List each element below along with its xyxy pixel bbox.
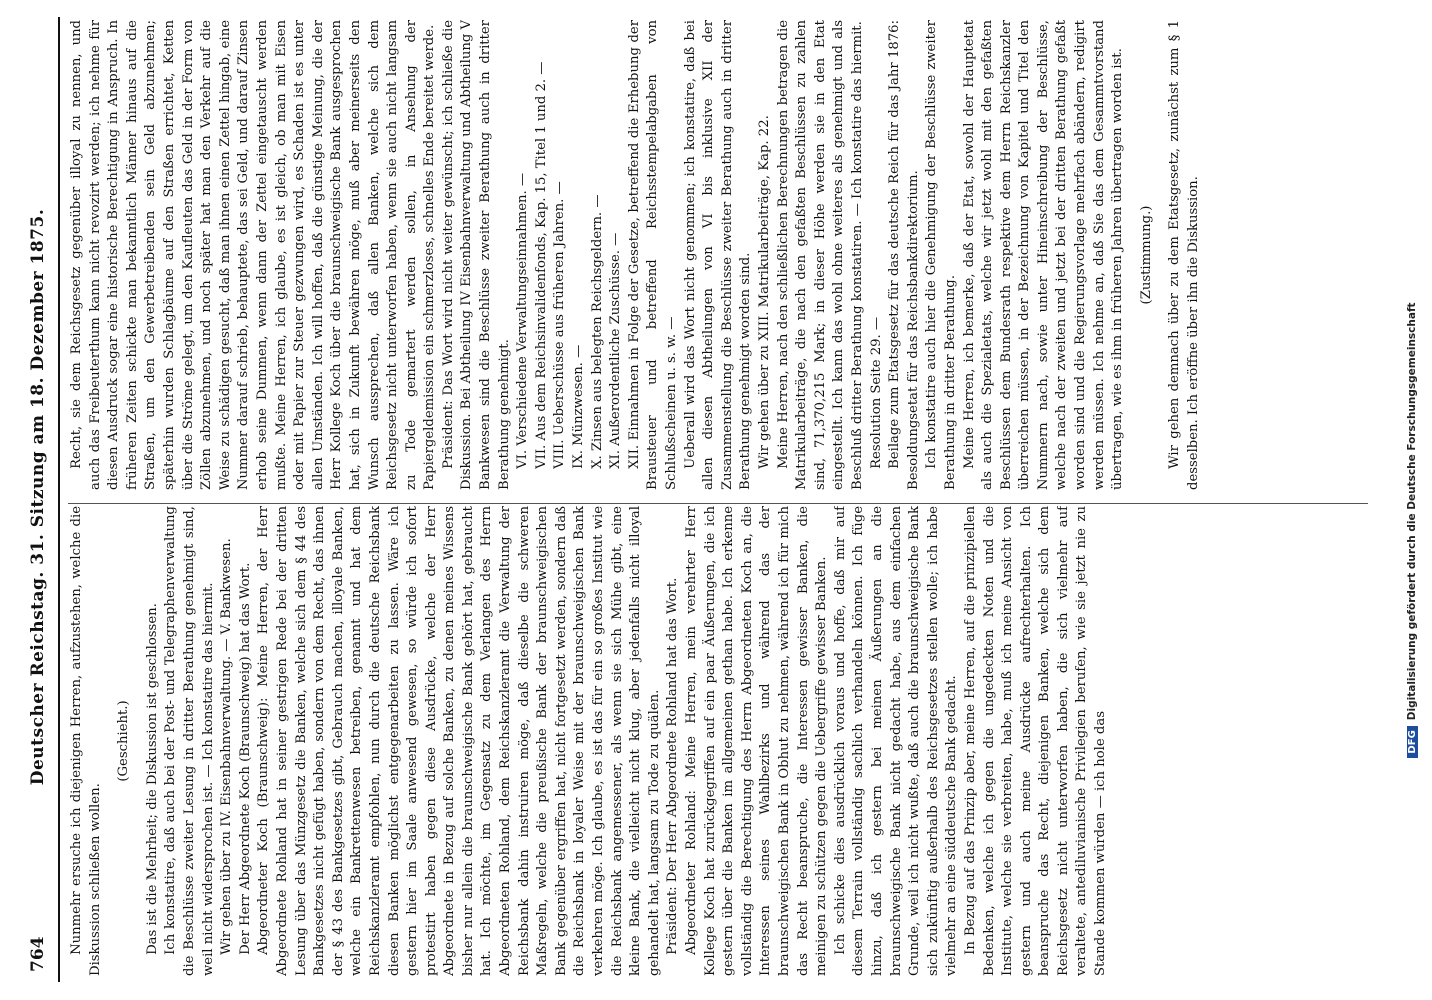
paragraph: VIII. Ueberschüsse aus früheren Jahren. — <box>552 181 568 469</box>
paragraph: Meine Herren, nach den schließlichen Berechnungen betragen die Matrikularbeiträge, die nach den gefaßten Beschlüssen zu zahlen sind, 71,370,215 Mark; in dieser Höhe werden sie in den Etat eingestellt. Ich kann das wohl ohne weiteres als genehmigt und als Beschluß dritter Berathung konstatiren. — Ich konstatire das hiermit. <box>775 20 865 490</box>
paragraph: Wir gehen über zu IV. Eisenbahnverwaltung. — V. Bankwesen. <box>219 538 235 955</box>
paragraph: Recht, sie dem Reichsgesetz gegenüber illoyal zu nennen, und auch das Freibeuterthum kann nicht revozirt werden; ich nehme für diesen Ausdruck sogar eine historische Berechtigung in Anspruch. In früheren Zeiten schickte man bekanntlich Männer hinaus auf die Straßen, um den Gewerbetreibenden sein Geld abzunehmen; späterhin wurden Schlagbäume auf den Straßen errichtet, Ketten über die Ströme gelegt, um den Kaufleuten das Geld in der Form von Zöllen abzunehmen, und noch später hat man den Verkehr auf die Weise zu schädigen gesucht, daß man ihnen einen Zettel hingab, eine Nummer darauf schrieb, behauptete, das sei Geld, und darauf Zinsen erhob seine Dummen, wenn dann der Zettel eingetauscht werden mußte. Meine Herren, ich glaube, es ist gleich, ob man mit Eisen oder mit Papier zur Steuer gezwungen wird, es Schaden ist es unter allen Umständen. Ich will hoffen, daß die günstige Meinung, die der Herr Kollege Koch über die braunschweigische Bank ausgesprochen hat, sich in Zukunft bewähren möge, muß aber meinerseits den Wunsch aussprechen, daß allen Banken, welche sich dem Reichsgesetz nicht unterworfen haben, wenn sie auch nicht langsam zu Tode gemartert werden sollen, in Ansehung der Papiergeldemission ein schmerzloses, schnelles Ende bereitet werde. <box>69 20 438 490</box>
header-rule <box>58 17 60 982</box>
page-title: Deutscher Reichstag. 31. Sitzung am 18. Dezember 1875. <box>28 208 48 786</box>
paragraph: Resolution Seite 29. — <box>868 316 884 469</box>
paragraph: Wir gehen über zu XIII. Matrikularbeiträge, Kap. 22. <box>756 115 772 469</box>
paragraph: Ich schicke dies ausdrücklich voraus und hoffe, daß mir auf diesem Terrain vollständig sachlich verhandeln können. Ich füge hinzu, daß ich gestern bei meinen Äußerungen an die braunschweigische Bank nicht gedacht habe, aus dem einfachen Grunde, weil ich nicht wußte, daß auch die braunschweigische Bank sich zukünftig außerhalb des Reichsgesetzes stellen wolle; ich habe vielmehr an eine süddeutsche Bank gedacht. <box>832 506 960 976</box>
paragraph: Der Herr Abgeordnete Koch (Braunschweig) hat das Wort. <box>237 562 253 955</box>
paragraph: Das ist die Mehrheit; die Diskussion ist geschlossen. <box>144 603 160 955</box>
paragraph: Abgeordneter Rohland: Meine Herren, mein verehrter Herr Kollege Koch hat zurückgegriffen auf ein paar Äußerungen, die ich gestern über die Banken im allgemeinen gethan habe. Ich erkenne vollständig die Berechtigung des Herrn Abgeordneten Koch an, die Interessen seines Wahlbezirks und während das der braunschweigischen Bank in Obhut zu nehmen, während ich für mich das Recht beanspruche, die Interessen gewisser Banken, die meinigen zu schützen gegen die Uebergriffe gewisser Banken. <box>684 506 830 976</box>
paragraph: (Geschieht.) <box>116 700 132 782</box>
dfg-logo: DFG <box>1407 726 1418 757</box>
paragraph: VI. Verschiedene Verwaltungseinnahmen. — <box>515 172 531 469</box>
paragraph: X. Zinsen aus belegten Reichsgeldern. — <box>589 194 605 469</box>
paragraph: VII. Aus dem Reichsinvalidenfonds, Kap. 15, Titel 1 und 2. — <box>533 61 549 469</box>
page-header <box>28 12 54 982</box>
paragraph: Präsident: Das Wort wird nicht weiter gewünscht; ich schließe die Diskussion. Bei Abtheilung IV Eisenbahnverwaltung und Abtheilung V Bankwesen sind die Beschlüsse zweiter Berathung auch in dritter Berathung genehmigt. <box>440 20 512 490</box>
digitization-text: Digitalisierung gefördert durch die Deutsche Forschungsgemeinschaft <box>1406 302 1418 721</box>
paragraph: Ich konstatire, daß auch bei der Post- und Telegraphenverwaltung die Beschlüsse zweiter Lesung in dritter Berathung genehmigt sind, weil nicht widersprochen ist. — Ich konstatire das hiermit. <box>163 506 216 976</box>
paragraph: XII. Einnahmen in Folge der Gesetze, betreffend die Erhebung der Brausteuer und betreffend Reichsstempelabgaben von Schlußscheinen u. s. w. — <box>626 20 679 490</box>
paragraph: Meine Herren, ich bemerke, daß der Etat, sowohl der Hauptetat als auch die Spezialetats, welche wir jetzt wohl mit den gefaßten Beschlüssen dem Bundesrath respektive dem Herrn Reichskanzler überreichen müssen, in der Bezeichnung von Kapitel und Titel den Nummern nach, sowie unter Hineinschreibung der Beschlüsse, welche nach der zweiten und jetzt bei der dritten Berathung gefaßt worden sind und die Regierungsvorlage mehrfach abändern, redigirt werden müssen. Ich nehme an, daß Sie das dem Gesammtvorstand übertragen, wie es ihm in früheren Jahren übertragen worden ist. <box>961 20 1126 490</box>
paragraph: Nunmehr ersuche ich diejenigen Herren, aufzustehen, welche die Diskussion schließen wollen. <box>69 506 103 976</box>
paragraph: In Bezug auf das Prinzip aber, meine Herren, auf die prinzipiellen Bedenken, welche ich gegen die ungedeckten Noten und die Institute, welche sie verbreiten, habe, muß ich meine Ansicht von gestern und auch meine Ausdrücke aufrechterhalten. Ich beanspruche das Recht, diejenigen Banken, welche sich dem Reichsgesetz nicht unterworfen haben, die sich vielmehr auf veraltete, antediluvianische Privilegien berufen, wie sie jetzt nie zu Stande kommen würden — ich hole das <box>962 506 1109 976</box>
left-column <box>68 506 1378 976</box>
paragraph: Abgeordneter Koch (Braunschweig): Meine Herren, der Herr Abgeordnete Rohland hat in seiner gestrigen Rede bei der dritten Lesung über das Münzgesetz die Banken, welche sich dem § 44 des Bankgesetzes nicht gefügt haben, sondern von dem Recht, das ihnen der § 43 des Bankgesetzes gibt, Gebrauch machen, illoyale Banken, welche ein Bankrettenwesen betreiben, genannt und hat dem Reichskanzleramt empfohlen, nun durch die deutsche Reichsbank diesen Banken möglichst entgegenarbeiten zu lassen. Wäre ich gestern hier im Saale anwesend gewesen, so würde ich sofort protestirt haben gegen diese Ausdrücke, welche der Herr Abgeordnete in Bezug auf solche Banken, zu denen meines Wissens bisher nur allein die braunschweigische Bank gehört hat, gebraucht hat. Ich möchte, im Gegensatz zu dem Verlangen des Herrn Abgeordneten Rohland, dem Reichskanzleramt die Verwaltung der Reichsbank dahin instruiren möge, daß dieselbe die schweren Maßregeln, welche die preußische Bank der braunschweigischen Bank gegenüber ergriffen hat, nicht fortgesetzt werden, sondern daß die Reichsbank in loyaler Weise mit der braunschweigischen Bank verkehren möge. Ich glaube, es ist das für ein so großes Institut wie die Reichsbank angemessener, als wenn sie sich Mühe gibt, eine kleine Bank, die vielleicht nicht klug, aber jedenfalls nicht illoyal gehandelt hat, langsam zu Tode zu quälen. <box>256 506 662 976</box>
paragraph: Wir gehen demnach über zu dem Etatsgesetz, zunächst zum § 1 desselben. Ich eröffne über ihn die Diskussion. <box>1167 20 1202 490</box>
digitization-strip <box>1398 40 1432 1000</box>
column-divider <box>68 503 1368 504</box>
page-number: 764 <box>28 936 48 972</box>
paragraph: Ueberall wird das Wort nicht genommen; ich konstatire, daß bei allen diesen Abtheilungen von VI bis inklusive XII der Zusammenstellung die Beschlüsse zweiter Berathung auch in dritter Berathung genehmigt worden sind. <box>682 20 754 490</box>
paragraph: IX. Münzwesen. — <box>571 344 587 469</box>
paragraph: XI. Außerordentliche Zuschüsse. — <box>608 232 624 469</box>
digitization-notice <box>1406 60 1422 1000</box>
paragraph: Präsident: Der Herr Abgeordnete Rohland hat das Wort. <box>665 577 681 955</box>
right-column <box>68 20 1378 490</box>
paragraph: (Zustimmung.) <box>1138 205 1154 305</box>
paragraph: Ich konstatire auch hier die Genehmigung der Beschlüsse zweiter Berathung in dritter Berathung. <box>924 20 958 490</box>
paragraph: Beilage zum Etatsgesetz für das deutsche Reich für das Jahr 1876: Besoldungsetat für das Reichsbankdirektorium. <box>887 20 921 490</box>
